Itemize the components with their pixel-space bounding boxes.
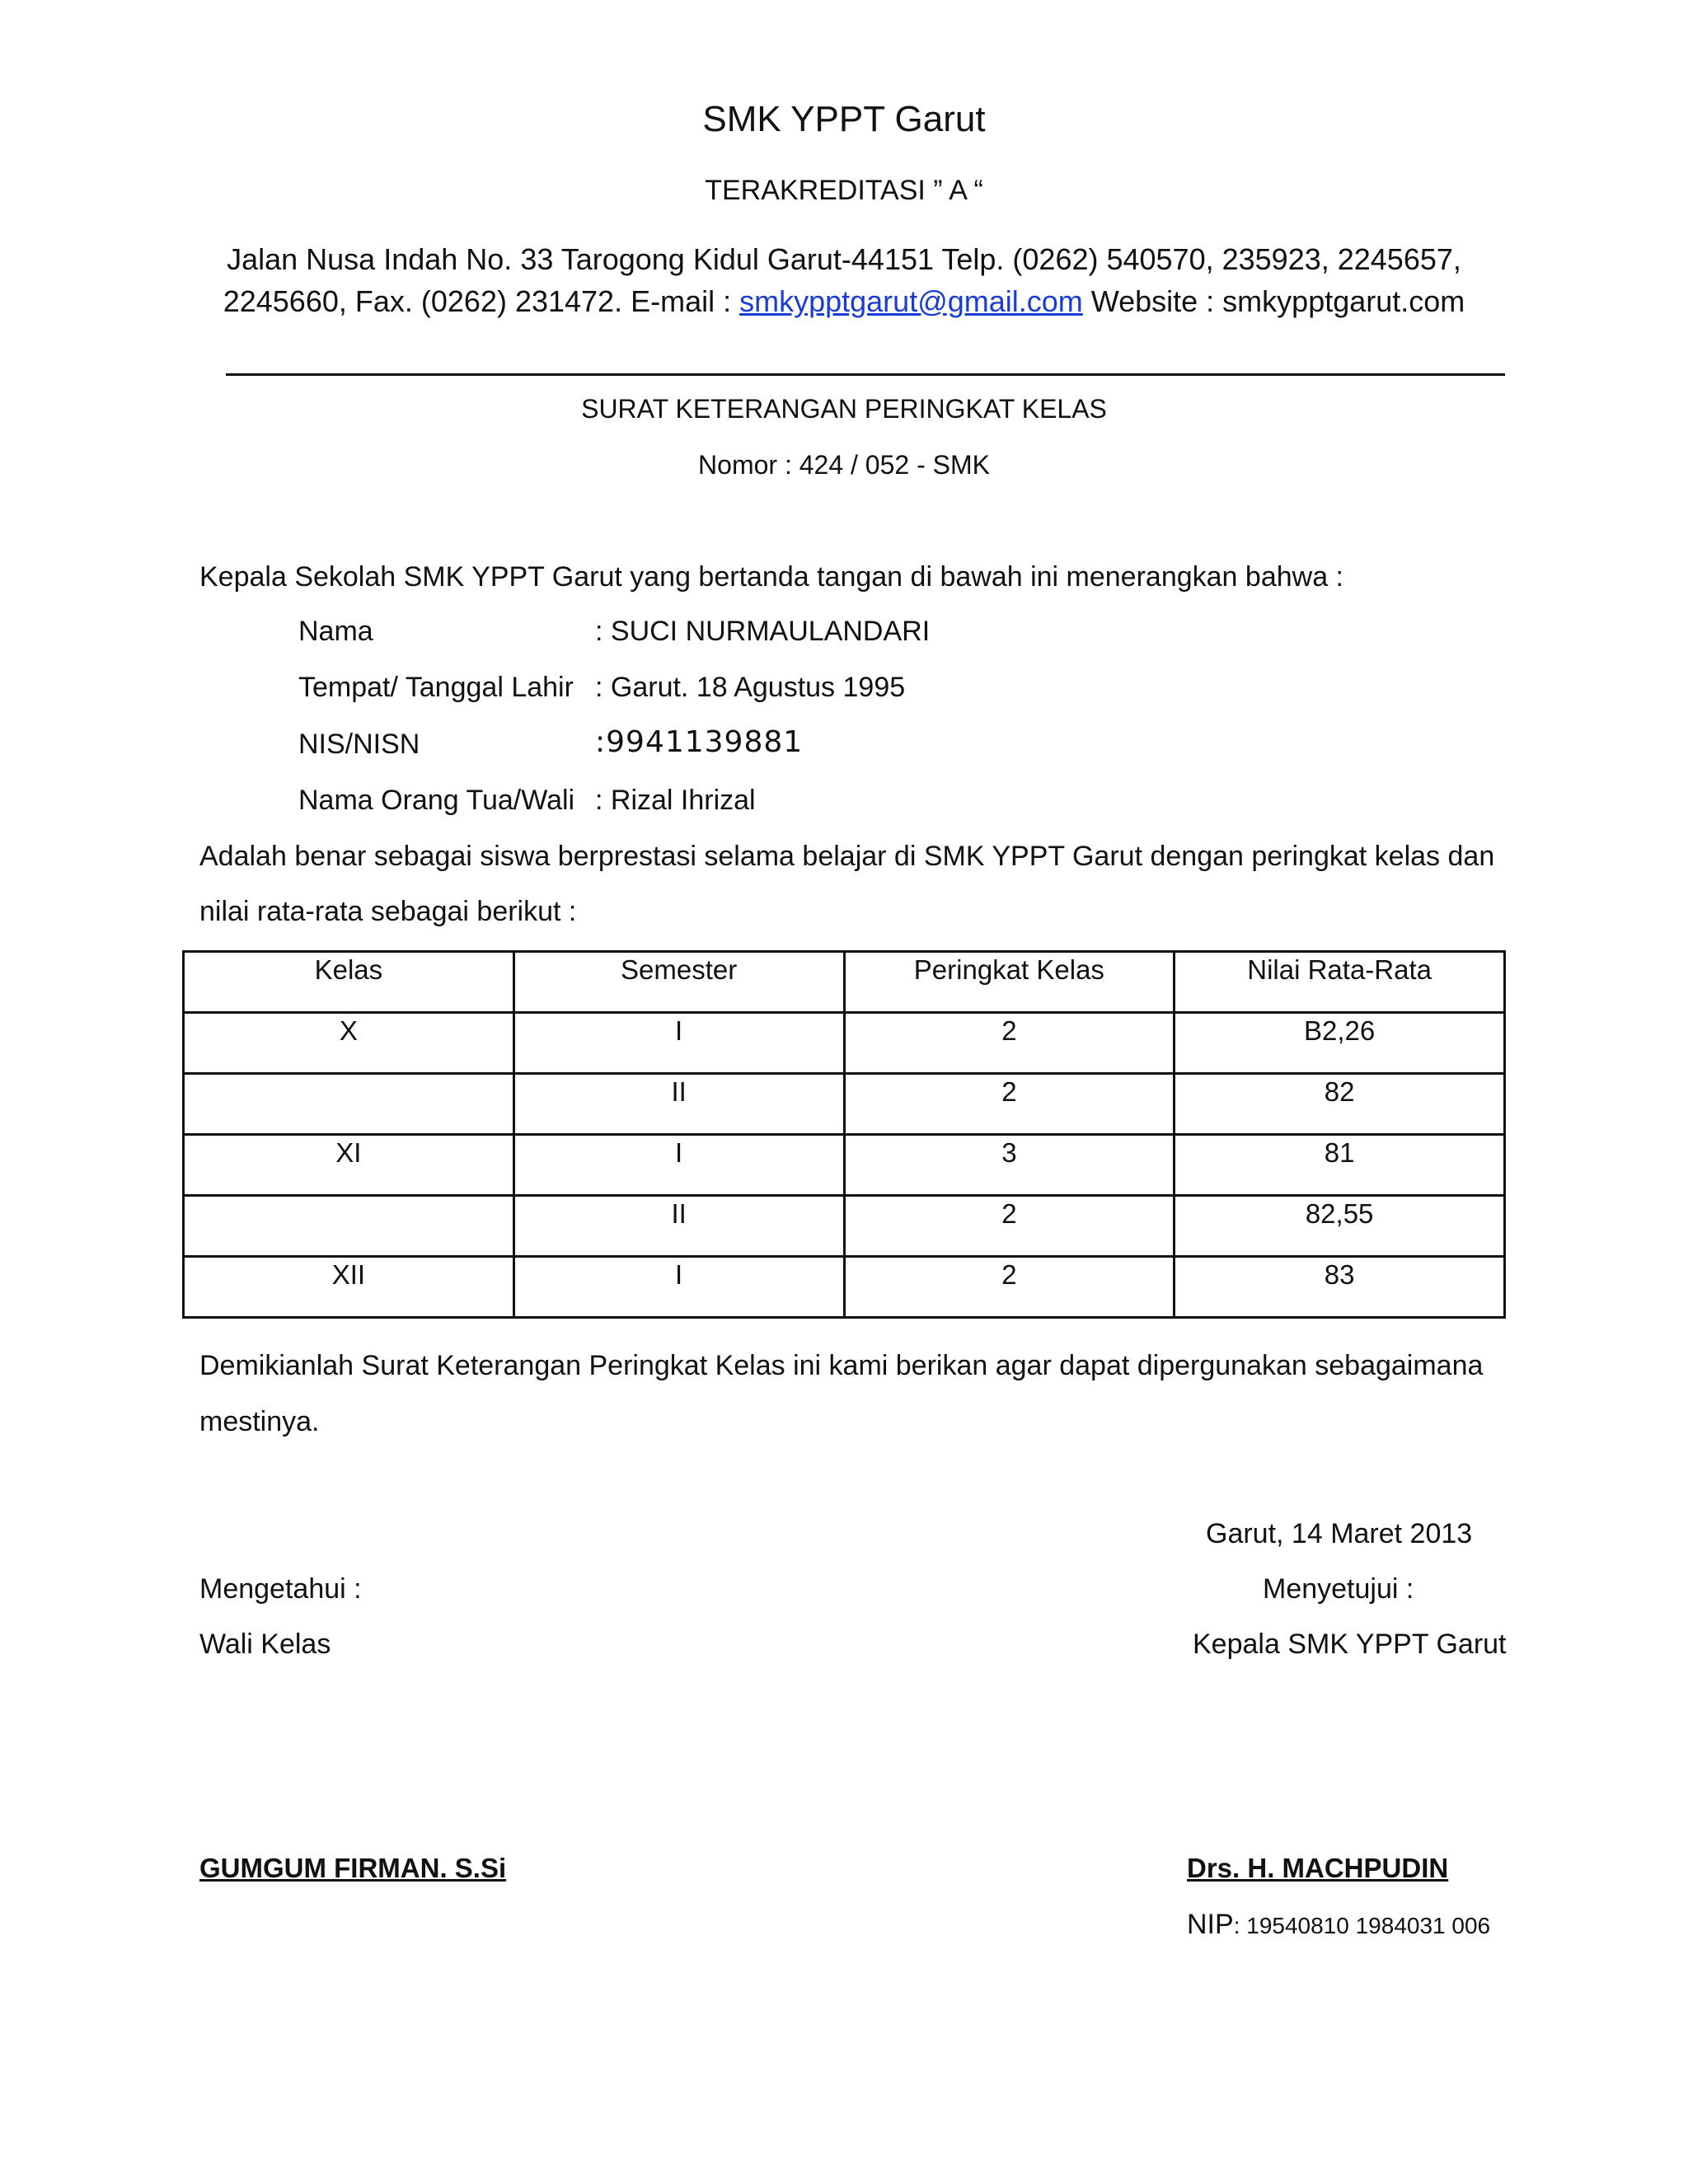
- table-row: [184, 1257, 1505, 1318]
- nip-label: NIP: [1187, 1909, 1234, 1940]
- parent-label: Nama Orang Tua/Wali: [298, 785, 575, 816]
- principal-name: Drs. H. MACHPUDIN: [1187, 1853, 1449, 1883]
- document-title: SURAT KETERANGAN PERINGKAT KELAS: [581, 394, 1107, 424]
- document-number: Nomor : 424 / 052 - SMK: [698, 450, 990, 480]
- column-header: Peringkat Kelas: [844, 952, 1175, 1013]
- homeroom-teacher-name: GUMGUM FIRMAN. S.Si: [199, 1853, 507, 1883]
- table-cell: X: [184, 1013, 514, 1074]
- table-row: [184, 1074, 1505, 1135]
- table-row: [184, 1013, 1505, 1074]
- table-cell: I: [513, 1135, 844, 1196]
- table-cell: 3: [844, 1135, 1175, 1196]
- closing-line-2: mestinya.: [199, 1406, 320, 1437]
- nis-label: NIS/NISN: [298, 729, 420, 760]
- column-header: Kelas: [184, 952, 514, 1013]
- nip-line: [1187, 1909, 1490, 1941]
- column-header: Semester: [513, 952, 844, 1013]
- table-row: [184, 1135, 1505, 1196]
- table-cell: [184, 1196, 514, 1257]
- intro-paragraph: Kepala Sekolah SMK YPPT Garut yang bertanda tangan di bawah ini menerangkan bahwa :: [199, 561, 1343, 593]
- table-cell: 2: [844, 1013, 1175, 1074]
- statement-line-1: Adalah benar sebagai siswa berprestasi selama belajar di SMK YPPT Garut dengan peringkat kelas dan: [199, 841, 1495, 872]
- table-cell: [184, 1074, 514, 1135]
- table-cell: I: [513, 1257, 844, 1318]
- school-name: SMK YPPT Garut: [702, 99, 986, 139]
- table-header-row: [184, 952, 1505, 1013]
- right-signature-heading: Menyetujui :: [1263, 1573, 1414, 1605]
- address-line-2: [0, 284, 1688, 319]
- table-cell: 83: [1175, 1257, 1505, 1318]
- table-row: [184, 1196, 1505, 1257]
- letterhead-divider: [226, 373, 1505, 376]
- column-header: Nilai Rata-Rata: [1175, 952, 1505, 1013]
- table-cell: 2: [844, 1074, 1175, 1135]
- birth-label: Tempat/ Tanggal Lahir: [298, 672, 574, 703]
- table-cell: 82: [1175, 1074, 1505, 1135]
- table-cell: B2,26: [1175, 1013, 1505, 1074]
- accreditation-status: TERAKREDITASI ” A “: [705, 175, 983, 206]
- right-signature-role: Kepala SMK YPPT Garut: [1193, 1629, 1507, 1660]
- table-cell: XI: [184, 1135, 514, 1196]
- table-cell: II: [513, 1074, 844, 1135]
- birth-value: : Garut. 18 Agustus 1995: [595, 672, 906, 703]
- left-signature-role: Wali Kelas: [199, 1629, 331, 1660]
- nip-value: : 19540810 1984031 006: [1233, 1913, 1491, 1938]
- ranking-table: [182, 950, 1506, 1319]
- parent-value: : Rizal Ihrizal: [595, 785, 756, 816]
- address-line-1: Jalan Nusa Indah No. 33 Tarogong Kidul Garut-44151 Telp. (0262) 540570, 235923, 2245657,: [227, 242, 1461, 276]
- table-cell: 82,55: [1175, 1196, 1505, 1257]
- table-cell: 2: [844, 1257, 1175, 1318]
- table-cell: I: [513, 1013, 844, 1074]
- closing-line-1: Demikianlah Surat Keterangan Peringkat Kelas ini kami berikan agar dapat dipergunakan sebagaimana: [199, 1350, 1484, 1381]
- left-signature-heading: Mengetahui :: [199, 1573, 362, 1605]
- statement-line-2: nilai rata-rata sebagai berikut :: [199, 896, 577, 927]
- email-link[interactable]: smkypptgarut@gmail.com: [739, 284, 1083, 318]
- table-cell: 2: [844, 1196, 1175, 1257]
- table-cell: XII: [184, 1257, 514, 1318]
- name-label: Nama: [298, 616, 373, 647]
- name-value: : SUCI NURMAULANDARI: [595, 616, 931, 647]
- website-text: Website : smkypptgarut.com: [1082, 284, 1465, 318]
- address-contact: 2245660, Fax. (0262) 231472. E-mail :: [223, 284, 740, 318]
- nis-value: :9941139881: [595, 725, 804, 759]
- table-cell: II: [513, 1196, 844, 1257]
- table-cell: 81: [1175, 1135, 1505, 1196]
- place-date: Garut, 14 Maret 2013: [1206, 1518, 1473, 1549]
